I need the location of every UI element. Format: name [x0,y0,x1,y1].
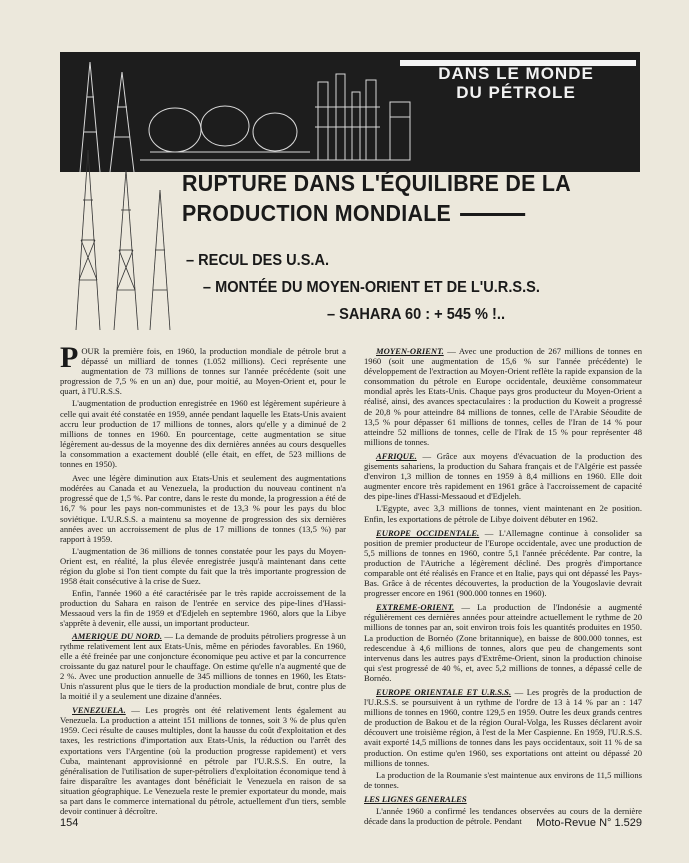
section-heading: EXTREME-ORIENT. [376,602,455,613]
left-column [60,341,346,818]
section-heading: VENEZUELA. [72,705,126,716]
paragraph: La production de la Roumanie s'est maintenue aux environs de 11,5 millions de tonnes. [364,769,642,790]
paragraph: MOYEN-ORIENT. — Avec une production de 267 millions de tonnes en 1960 (soit une augmentation de 15,6 % sur l'année précédente) le développement de l'extraction au Moyen-Orient reflète la rapide expansion de la consommation du pétrole en Europe occidentale, deuxième consommateur mondial après les Etats-Unis. Chaque pays gros producteur du Moyen-Orient a réalisé, ainsi, des avances spectaculaires : la production du Koweit a progressé de 20,8 % pour atteindre 84 millions de tonnes, celle de l'Arabie Séoudite de 13,5 % pour dépasser 61 millions de tonnes, celles de l'Iran de 14 % pour atteindre 52 millions de tonnes, celle de l'Irak de 15 % pour représenter 48 millions de tonnes. [364,346,642,447]
paragraph [364,794,642,804]
paragraph: L'Egypte, avec 3,3 millions de tonnes, vient maintenant en 2e position. Enfin, les exportations de pétrole de Libye doivent débuter en 1962. [364,503,642,524]
paragraph: Avec une légère diminution aux Etats-Unis et seulement des augmentations modérées au Canada et au Venezuela, la production du nouveau continent n'a progressé que de 1,5 %. Par contre, dans le reste du monde, la progression a été de 16,7 % pour les pays non-communistes et de 13,3 % pour les pays du bloc soviétique. L'U.R.S.S. a maintenu sa moyenne de progression des six dernières années avec un accroissement de plus de 17 millions de tonnes (13,5 %) par rapport à 1959. [60,473,346,544]
derrick-illustration [66,150,178,330]
page-number: 154 [60,817,79,829]
title-line-1: RUPTURE DANS L'ÉQUILIBRE DE LA [182,170,571,196]
drop-cap: P [60,341,79,374]
subtitles [186,247,618,328]
paragraph: AFRIQUE. — Grâce aux moyens d'évacuation de la production des gisements sahariens, la production du Sahara français et de l'Algérie est passée d'environ 1,3 million de tonnes en 1959 à 8,4 millions en 1960. Elle doit augmenter encore très rapidement en 1961 grâce à l'accroissement de capacité des pipe-lines d'Hassi-Messaoud et d'Edjeleh. [364,450,642,502]
paragraph: Enfin, l'année 1960 a été caractérisée par le très rapide accroissement de la production du Sahara en raison de l'entrée en service des pipe-lines d'Hassi-Messaoud vers la fin de 1959 et d'Edjeleh en septembre 1960, alors que la Libye s'apprête à devenir, elle aussi, un important producteur. [60,588,346,629]
subtitle-2: – MONTÉE DU MOYEN-ORIENT ET DE L'U.R.S.S. [202,279,540,296]
section-heading: AFRIQUE. [376,450,417,461]
paragraph: VENEZUELA. — Les progrès ont été relativement lents également au Venezuela. La production a atteint 151 millions de tonnes, soit 3 % de plus qu'en 1959. Ceci résulte de causes multiples, dont la hausse du coût d'exploitation et des taxes, les restrictions d'importation aux Etats-Unis, la réduction ou l'arrêt des exportations vers l'Argentine (où la production progresse rapidement) et vers Cuba, maintenant approvisionné en pétrole par l'U.R.S.S. En outre, la généralisation de l'utilisation de super-pétroliers d'exploitation économique tend à faire disparaître les avantages dont bénéficiait le Venezuela en raison de sa situation géographique. Le Venezuela reste le premier exportateur du monde, mais sa part dans le commerce international du pétrole, actuellement d'un tiers, semble devoir continuer à décroître. [60,705,346,817]
paragraph: EUROPE ORIENTALE ET U.R.S.S. — Les progrès de la production de l'U.R.S.S. se poursuivent à un rythme de l'ordre de 13 à 14 % par an : 147 millions de tonnes en 1960, contre 129,5 en 1959. Outre les deux grands centres de production de Bakou et de la région Oural-Volga, les Russes déclarent avoir découvert une troisième région, à l'est de la Mer Caspienne. En 1959, l'U.R.S.S. avait exporté 14,5 millions de tonnes dans les pays occidentaux, soit 11 % de sa production. On estime qu'en 1960, ses exportations ont atteint ou dépassé 20 millions de tonnes. [364,687,642,768]
paragraph: POUR la première fois, en 1960, la production mondiale de pétrole brut a dépassé un milliard de tonnes (1.052 millions). Ceci représente une augmentation de 73 millions de tonnes sur l'année précédente (soit une progression de 7,5 % en un an) due, pour moitié, au Moyen-Orient et, pour le quart, à l'U.R.S.S. [60,341,346,397]
section-kicker [406,64,626,102]
title-line-2: PRODUCTION MONDIALE [182,200,452,226]
section-heading: EUROPE ORIENTALE ET U.R.S.S. [376,687,512,697]
right-column [364,346,642,828]
paragraph: EXTREME-ORIENT. — La production de l'Indonésie a augmenté régulièrement ces dernières années pour atteindre actuellement le rythme de 20 millions de tonnes par an, soit environ trois fois les quantités produites en 1950. La production de Bornéo (Zone britannique), en baisse de 800.000 tonnes, est redescendue à 4,6 millions de tonnes, alors que peu de changements sont intervenus dans les autres pays d'Extrême-Orient, sinon la production chinoise qui s'est progressé de 40 %, et, avec 5,2 millions de tonnes, a dépassé celle de Bornéo. [364,602,642,683]
section-heading: EUROPE OCCIDENTALE. [376,527,480,538]
paragraph: L'augmentation de 36 millions de tonnes constatée pour les pays du Moyen-Orient est, en réalité, la plus élevée enregistrée jusqu'à maintenant dans cette région du globe si l'on tient compte du fait que la très importante progression de 1958 était consécutive à la crise de Suez. [60,545,346,587]
paragraph: L'augmentation de production enregistrée en 1960 est légèrement supérieure à celle qui avait été constatée en 1959, année pendant laquelle les Etats-Unis avaient accru leur production de 17 millions de tonnes, alors qu'elle y a diminué de 2 millions de tonnes en 1960. En pourcentage, cette augmentation se situe légèrement au-dessus de la moyenne des dix dernières années au cours desquelles la consommation a exactement doublé (elle était, en effet, de 523 millions de tonnes en 1950). [60,398,346,470]
subtitle-1: – RECUL DES U.S.A. [186,252,330,269]
section-heading: LES LIGNES GENERALES [364,793,467,804]
paragraph: AMERIQUE DU NORD. — La demande de produits pétroliers progresse à un rythme relativement lent aux Etats-Unis, même en périodes favorables. En 1960, elle a été freinée par une conjoncture économique peu active et par la concurrence croissante du gaz naturel pour le chauffage. On estime qu'elle n'a augmenté que de 2 %. Avec une production annuelle de 345 millions de tonnes en 1960, les Etats-Unis n'assurent plus que le tiers de la production mondiale de brut, contre plus de la moitié il y a seulement une dizaine d'années. [60,630,346,702]
kicker-line-2: DU PÉTROLE [456,83,576,102]
paragraph: L'année 1960 a confirmé les tendances observées au cours de la dernière décade dans la production de pétrole. Pendant [364,806,642,827]
kicker-line-1: DANS LE MONDE [438,64,594,83]
paragraph: EUROPE OCCIDENTALE. — L'Allemagne continue à consolider sa position de premier producteur de l'Europe occidentale, avec une production de 5,5 millions de tonnes en 1960, contre 5,1 l'année précédente. Par contre, la production de l'Autriche a légèrement décliné. Des progrès d'importance comparable ont été réalisés en France et en Italie, pays qui ont dépassé les Pays-Bas. Grâce à de récentes découvertes, la production de la Yougoslavie devrait progresser encore en 1961 (900.000 tonnes en 1960). [364,527,642,599]
subtitle-3: – SAHARA 60 : + 545 % !.. [327,306,506,323]
magazine-issue: Moto-Revue N° 1.529 [536,817,642,829]
article-title [182,168,619,228]
title-rule [460,213,525,216]
section-heading: AMERIQUE DU NORD. [72,630,162,641]
section-heading: MOYEN-ORIENT. [376,346,444,356]
